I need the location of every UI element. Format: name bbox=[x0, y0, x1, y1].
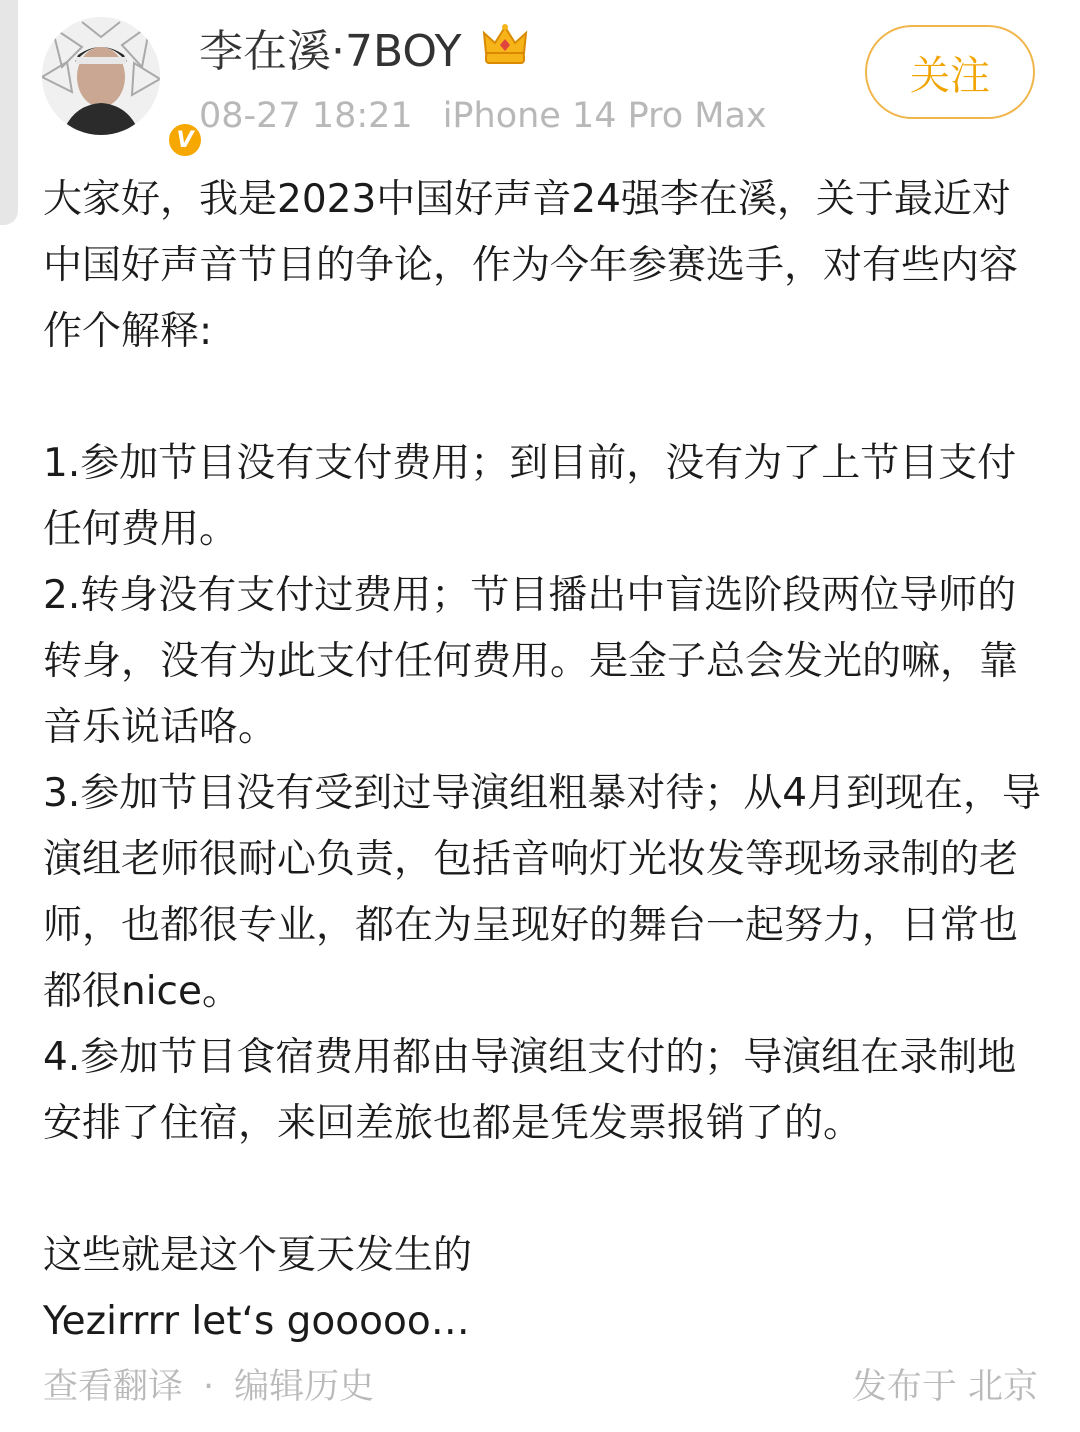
username[interactable]: 李在溪·7BOY bbox=[199, 26, 462, 77]
post-meta bbox=[199, 94, 767, 138]
scroll-edge-indicator bbox=[0, 0, 18, 225]
verified-badge-icon: V bbox=[166, 121, 204, 159]
post-location: 发布于 北京 bbox=[851, 1367, 1038, 1407]
vip-crown-icon bbox=[480, 23, 530, 69]
post-device: iPhone 14 Pro Max bbox=[442, 96, 767, 136]
post-footer bbox=[43, 1362, 1038, 1412]
post-point-1: 1.参加节目没有支付费用；到目前，没有为了上节目支付任何费用。 bbox=[43, 441, 1017, 552]
post-body bbox=[43, 167, 1043, 1355]
paragraph-gap bbox=[43, 1157, 1043, 1223]
edit-history-link[interactable]: 编辑历史 bbox=[234, 1367, 375, 1407]
paragraph-gap bbox=[43, 365, 1043, 431]
post-point-3: 3.参加节目没有受到过导演组粗暴对待；从4月到现在，导演组老师很耐心负责，包括音响灯光妆发等现场录制的老师，也都很专业，都在为呈现好的舞台一起努力，日常也都很nice。 bbox=[43, 771, 1042, 1014]
follow-button[interactable]: 关注 bbox=[865, 25, 1035, 119]
avatar[interactable] bbox=[42, 17, 194, 153]
post-intro: 大家好，我是2023中国好声音24强李在溪，关于最近对中国好声音节目的争论，作为今年参赛选手，对有些内容作个解释: bbox=[43, 177, 1019, 354]
avatar-image bbox=[42, 17, 160, 135]
post-timestamp: 08-27 18:21 bbox=[199, 96, 413, 136]
post-point-2: 2.转身没有支付过费用；节目播出中盲选阶段两位导师的转身，没有为此支付任何费用。是金子总会发光的嘛，靠音乐说话咯。 bbox=[43, 573, 1019, 750]
translate-link[interactable]: 查看翻译 bbox=[43, 1367, 184, 1407]
post-closing: 这些就是这个夏天发生的 bbox=[43, 1233, 473, 1278]
footer-separator: · bbox=[203, 1367, 215, 1407]
post-point-4: 4.参加节目食宿费用都由导演组支付的；导演组在录制地安排了住宿，来回差旅也都是凭发票报销了的。 bbox=[43, 1035, 1017, 1146]
post-signoff: Yezirrrr let‘s gooooo… bbox=[43, 1299, 470, 1344]
